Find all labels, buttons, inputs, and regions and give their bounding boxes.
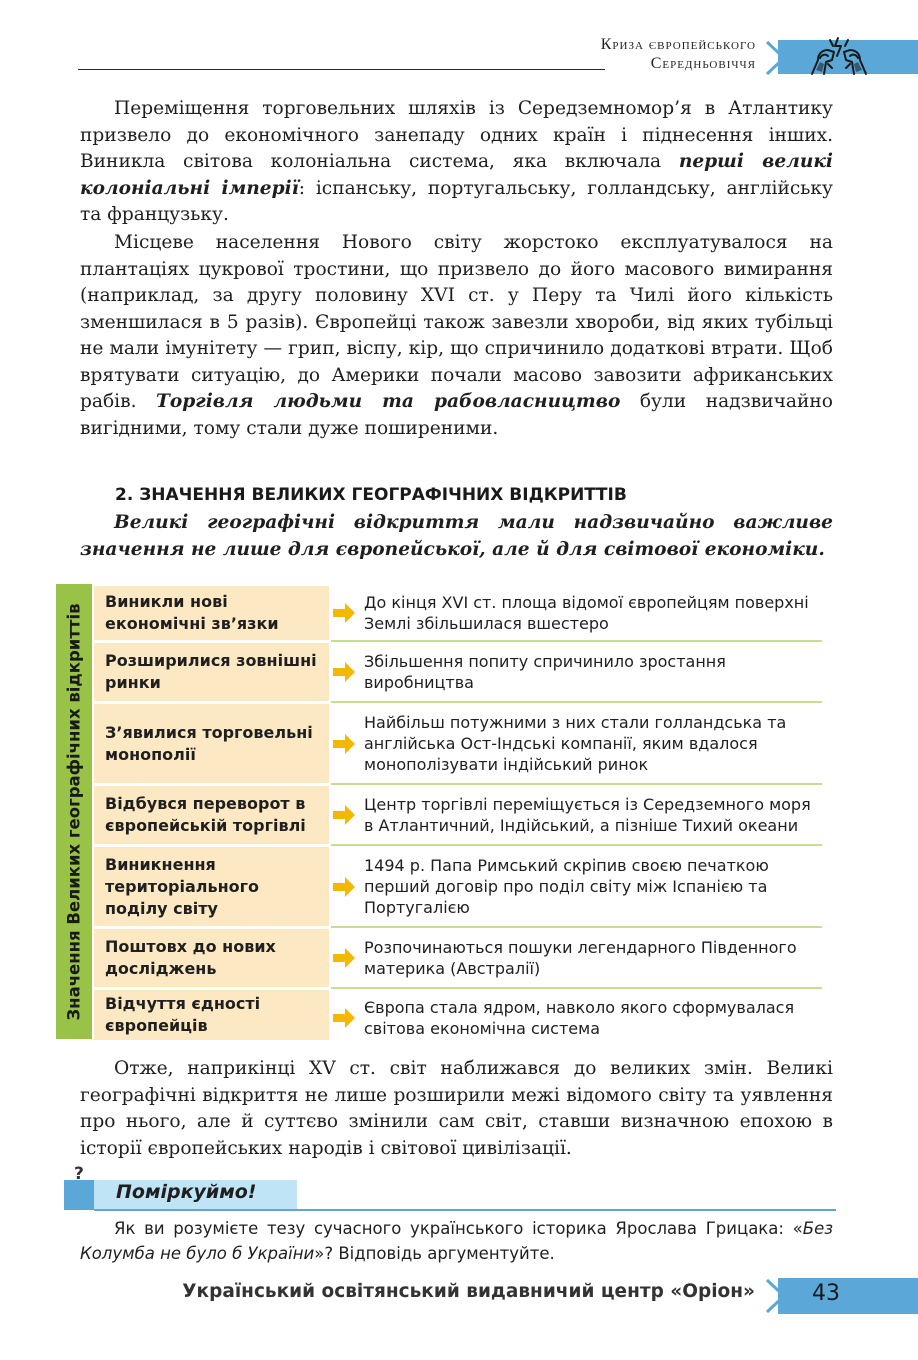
paragraph-3-text: Отже, наприкінці XV ст. світ наближався до великих змін. Великі географічні відкриття не лише розширили межі відомого світу та уявлення про нього, але й суттєво змінили сам світ, ставши визначною епохою в історії європейських народів і світової цивілізації. [80,1058,833,1159]
paragraph-1-text-b: : іспанську, португальську, голландську, англійську та французьку. [80,177,833,225]
table-vertical-label [56,584,92,1039]
think-quote: Без Колумба не було б України [80,1219,833,1263]
running-head-line2: Середньовіччя [650,55,756,72]
question-mark-icon: ? [74,1164,84,1184]
broken-chains-fists-icon [808,34,870,76]
page-number: 43 [812,1281,840,1306]
arrow-right-icon [333,1008,355,1028]
think-text-b: »? Відповідь аргументуйте. [314,1244,555,1263]
section-lead-text: Великі географічні відкриття мали надзвичайно важливе значення не лише для європейської, але й для світової економіки. [80,512,833,560]
table-row-category: Виникли нові економічні зв’язки [94,586,329,640]
table-row-category: З’явилися торговельні монополії [94,704,329,783]
paragraph-2-emphasis: Торгівля людьми та рабовласництво [156,391,621,412]
table-row-category: Виникнення територіального поділу світу [94,847,329,926]
think-box-title: Поміркуймо! [116,1181,257,1203]
arrow-right-icon [333,805,355,825]
table-row-category: Поштовх до нових досліджень [94,929,329,987]
table-row-result: 1494 р. Папа Римський скріпив своєю печаткою перший договір про поділ світу між Іспанією та Португалією [364,856,769,917]
arrow-right-icon [333,948,355,968]
think-text-a: Як ви розумієте тезу сучасного українського історика Ярослава Грицака: « [114,1219,803,1238]
arrow-right-icon [333,662,355,682]
table-vertical-label-text: Значення Великих географічних відкриттів [64,602,84,1021]
think-box-rule [94,1209,836,1211]
publisher-line: Український освітянський видавничий центр «Оріон» [182,1281,755,1302]
table-row-result: Збільшення попиту спричинило зростання виробництва [364,652,726,692]
table-row-divider [331,926,822,928]
table-row-category: Розширилися зовнішні ринки [94,643,329,701]
paragraph-1-text-a: Переміщення торговельних шляхів із Середземномор’я в Атлантику призвело до економічного занепаду одних країн і піднесення інших. Виникла світова колоніальна система, яка включала [80,98,833,172]
chevron-right-icon [764,38,788,78]
table-row-divider [331,987,822,989]
header-rule [78,69,605,70]
arrow-right-icon [333,603,355,623]
paragraph-1 [80,96,833,229]
arrow-right-icon [333,877,355,897]
table-row-category: Відбувся переворот в європейській торгівлі [94,786,329,844]
paragraph-2-text-a: Місцеве населення Нового світу жорстоко експлуатувалося на плантаціях цукрової тростини, що призвело до його масового вимирання (наприклад, за другу половину XVI ст. у Перу та Чилі його кількість зменшилася в 5 разів). Європейці також завезли хвороби, від яких тубільці не мали імунітету — грип, віспу, кір, що спричинило додаткові втрати. Щоб врятувати ситуацію, до Америки почали масово завозити африканських рабів. [80,232,833,412]
table-row-divider [331,640,822,642]
table-row-result: Європа стала ядром, навколо якого сформувалася світова економічна система [364,998,795,1038]
table-row-result: Центр торгівлі переміщується із Середземного моря в Атлантичний, Індійський, а пізніше Тихий океани [364,795,811,835]
think-box-question [80,1216,833,1266]
section-lead [80,510,833,563]
page-number-tab [778,1278,918,1314]
section-heading: 2. ЗНАЧЕННЯ ВЕЛИКИХ ГЕОГРАФІЧНИХ ВІДКРИТТІВ [115,485,627,505]
think-box-marker [64,1180,94,1210]
table-row-result: Розпочинаються пошуки легендарного Південного материка (Австралії) [364,938,797,978]
running-head-line1: Криза європейського [600,36,756,53]
table-row-divider [331,783,822,785]
paragraph-2-text-b: були надзвичайно вигідними, тому стали дуже поширеними. [80,391,833,439]
table-row-result: Найбільш потужними з них стали голландська та англійська Ост-Індські компанії, яким вдалося монополізувати індійський ринок [364,713,787,774]
table-row-divider [331,844,822,846]
table-row-divider [331,701,822,703]
paragraph-2 [80,230,833,442]
table-row-result: До кінця XVI ст. площа відомої європейцям поверхні Землі збільшилася вшестеро [364,593,809,633]
table-row-category: Відчуття єдності європейців [94,990,329,1040]
paragraph-3 [80,1056,833,1162]
paragraph-1-emphasis: перші великі колоніальні імперії [80,151,833,199]
arrow-right-icon [333,734,355,754]
